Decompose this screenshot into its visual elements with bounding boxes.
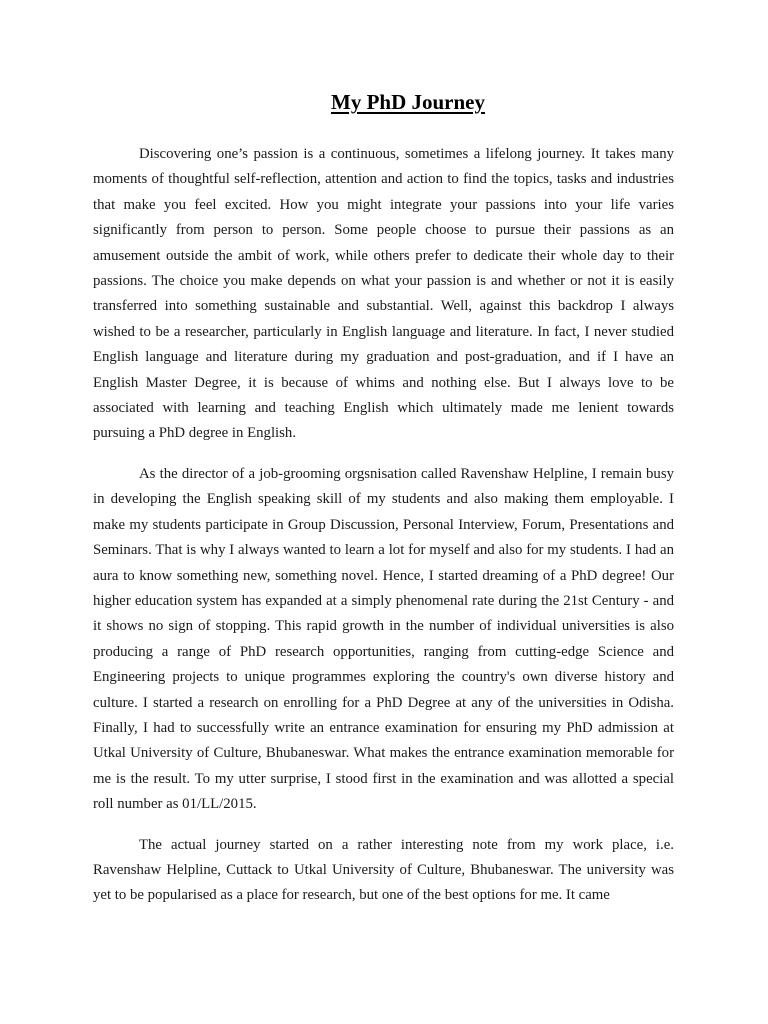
paragraph-actual-journey: The actual journey started on a rather interesting note from my work place, i.e. Ravenshaw Helpline, Cuttack to Utkal University of Culture, Bhubaneswar. The university was yet to be popularised as a place for research, but one of the best options for me. It came	[93, 836, 674, 904]
paragraph-passion: Discovering one’s passion is a continuous, sometimes a lifelong journey. It takes many moments of thoughtful self-reflection, attention and action to find the topics, tasks and industries that make you feel excited. How you might integrate your passions into your life varies significantly from person to person. Some people choose to pursue their passions as an amusement outside the ambit of work, while others prefer to dedicate their whole day to their passions. The choice you make depends on what your passion is and whether or not it is easily transferred into something sustainable and substantial. Well, against this backdrop I always wished to be a researcher, particularly in English language and literature. In fact, I never studied English language and literature during my graduation and post-graduation, and if I have an English Master Degree, it is because of whims and nothing else. But I always love to be associated with learning and teaching English which ultimately made me lenient towards pursuing a PhD degree in English.	[93, 146, 674, 442]
document-body	[93, 142, 674, 924]
document-title: My PhD Journey	[331, 90, 485, 114]
paragraph-ravenshaw-helpline: As the director of a job-grooming orgsnisation called Ravenshaw Helpline, I remain busy in developing the English speaking skill of my students and also making them employable. I make my students participate in Group Discussion, Personal Interview, Forum, Presentations and Seminars. That is why I always wanted to learn a lot for myself and also for my students. I had an aura to know something new, something novel. Hence, I started dreaming of a PhD degree! Our higher education system has expanded at a simply phenomenal rate during the 21st Century - and it shows no sign of stopping. This rapid growth in the number of individual universities is also producing a range of PhD research opportunities, ranging from cutting-edge Science and Engineering projects to unique programmes exploring the country's own diverse history and culture. I started a research on enrolling for a PhD Degree at any of the universities in Odisha. Finally, I had to successfully write an entrance examination for ensuring my PhD admission at Utkal University of Culture, Bhubaneswar. What makes the entrance examination memorable for me is the result. To my utter surprise, I stood first in the examination and was allotted a special roll number as 01/LL/2015.	[93, 465, 674, 813]
